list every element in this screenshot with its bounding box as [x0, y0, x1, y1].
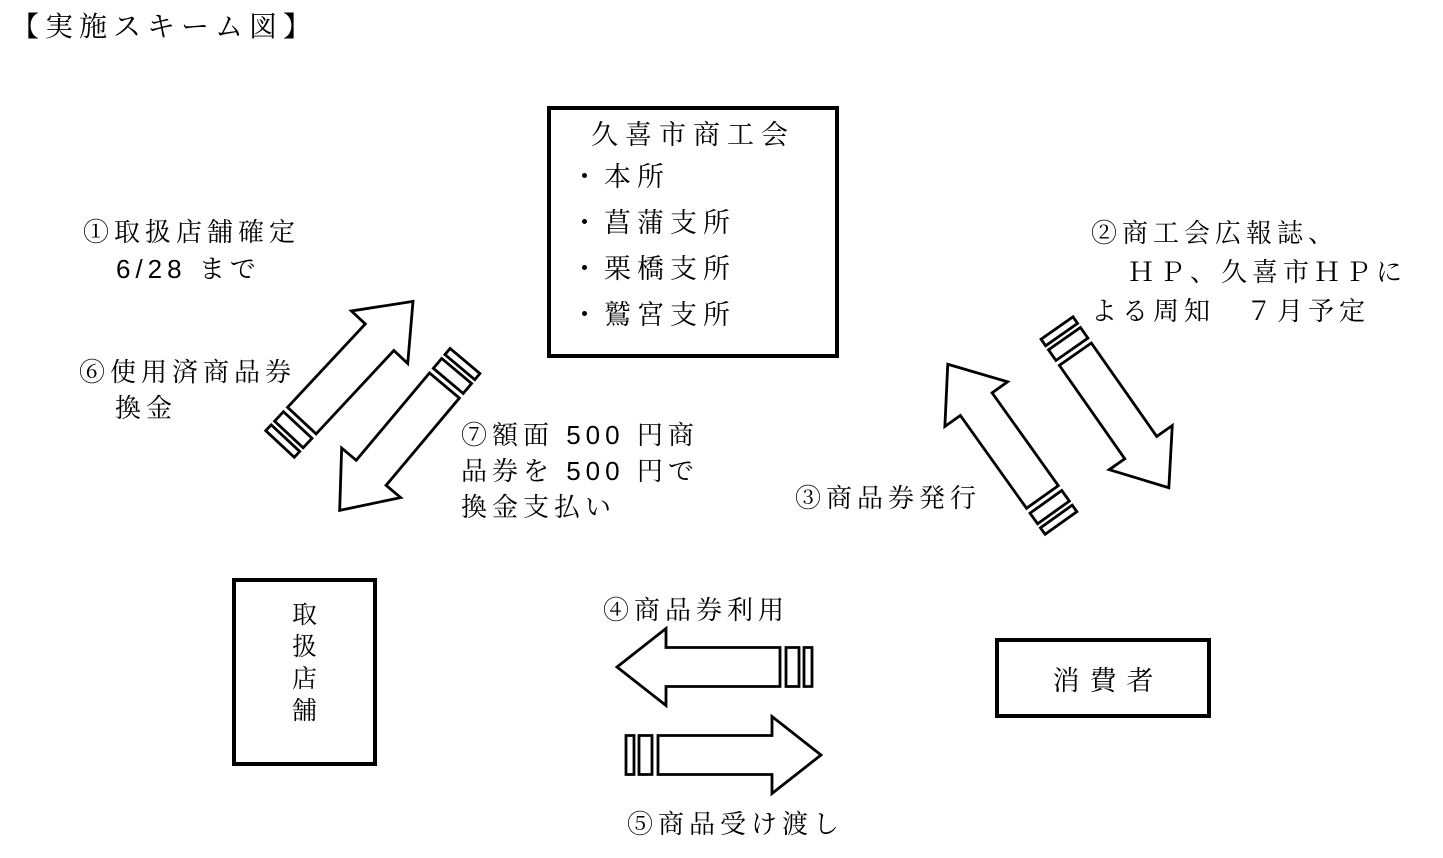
- chamber-branch-washimiya: ・鷲宮支所: [571, 300, 736, 330]
- page-title: 【実施スキーム図】: [11, 11, 318, 42]
- arrow-consumers-to-stores-icon: [617, 629, 812, 706]
- chamber-box: [547, 106, 839, 358]
- step6-line1: ⑥使用済商品券: [79, 357, 297, 387]
- consumers-label: 消費者: [1052, 665, 1164, 696]
- chamber-branch-list: [551, 154, 835, 338]
- step6-annotation: [79, 354, 296, 426]
- stores-label-char: 店: [291, 665, 317, 693]
- step6-line2: 換金: [115, 393, 178, 423]
- step1-annotation: [83, 214, 300, 288]
- step5-annotation: ⑤商品受け渡し: [627, 809, 845, 839]
- step2-line3: よる周知 ７月予定: [1091, 296, 1371, 326]
- stores-label-char: 取: [291, 601, 317, 629]
- step1-line2: 6/28 まで: [116, 254, 261, 284]
- step7-line3: 換金支払い: [461, 492, 617, 522]
- step3-annotation: ③商品券発行: [795, 483, 982, 513]
- step7-line1: ⑦額面 500 円商: [461, 420, 699, 450]
- chamber-branch-honjo: ・本所: [571, 162, 670, 192]
- arrow-stores-to-consumers-icon: [626, 717, 821, 794]
- stores-label-char: 舗: [291, 697, 317, 725]
- step7-line2: 品券を 500 円で: [461, 456, 699, 486]
- stores-label-char: 扱: [291, 633, 317, 661]
- step2-line1: ②商工会広報誌、: [1091, 218, 1340, 248]
- chamber-branch-kurihashi: ・栗橋支所: [571, 254, 736, 284]
- step1-line1: ①取扱店舗確定: [83, 217, 301, 247]
- consumers-box: [995, 638, 1211, 718]
- stores-box: [232, 578, 377, 766]
- step7-annotation: [461, 417, 699, 525]
- step4-annotation: ④商品券利用: [603, 595, 790, 625]
- step2-annotation: [1091, 214, 1407, 331]
- step2-line2: ＨＰ、久喜市ＨＰに: [1128, 257, 1408, 287]
- chamber-branch-shobu: ・菖蒲支所: [571, 208, 736, 238]
- chamber-title: 久喜市商工会: [591, 120, 795, 150]
